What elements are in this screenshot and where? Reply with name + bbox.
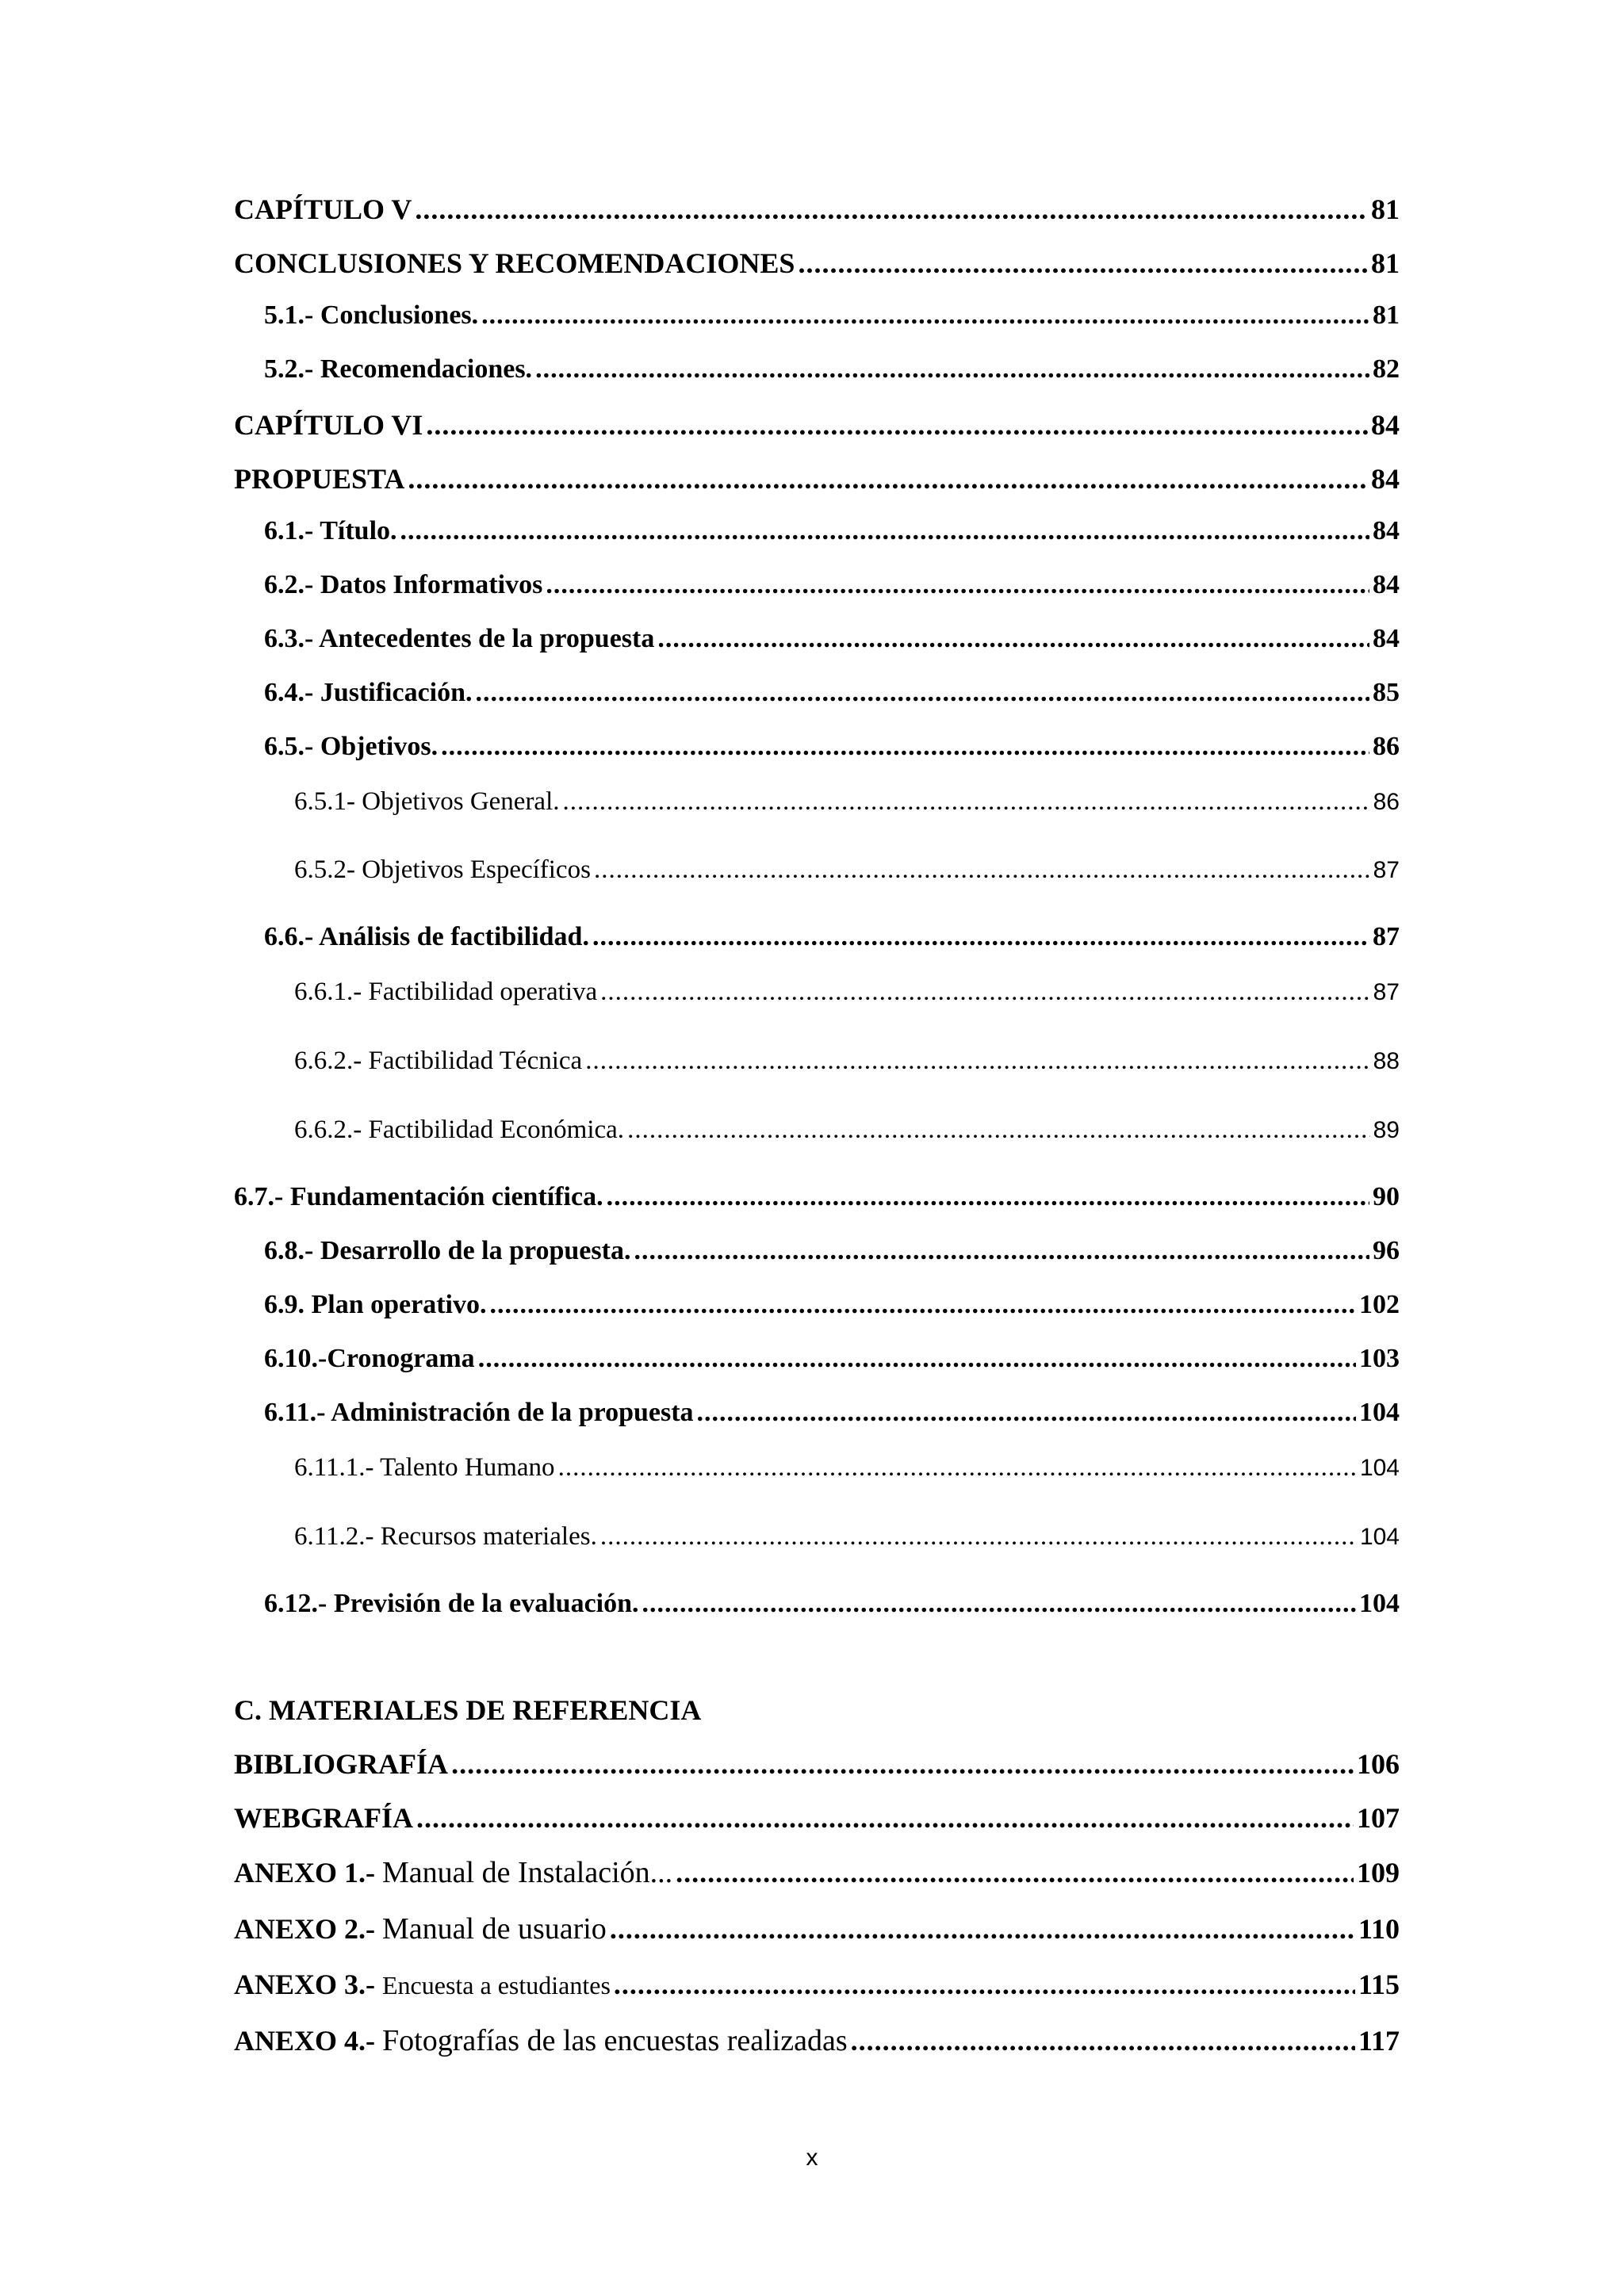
leader-dots: [851, 2024, 1355, 2057]
leader-dots: [798, 247, 1368, 280]
leader-dots: [546, 570, 1369, 600]
page-number: x: [806, 2145, 818, 2171]
toc-entry-title: 6.11.- Administración de la propuesta: [264, 1398, 694, 1427]
toc-page-number: 82: [1373, 354, 1400, 384]
toc-page-number: 84: [1373, 516, 1400, 545]
toc-entry-anexo-1[interactable]: [234, 1855, 1400, 1890]
toc-page-number: 81: [1373, 300, 1400, 330]
toc-page-number: 110: [1358, 1913, 1400, 1945]
toc-entry-title: 6.7.- Fundamentación científica.: [234, 1182, 603, 1211]
toc-entry-title: 6.6.2.- Factibilidad Técnica: [294, 1047, 583, 1075]
toc-page-number: 104: [1359, 1524, 1400, 1550]
toc-entry-title: 6.11.2.- Recursos materiales.: [294, 1522, 597, 1551]
toc-entry-title: Fotografías de las encuestas realizadas: [382, 2024, 848, 2057]
leader-dots: [594, 855, 1370, 885]
toc-entry-6-2[interactable]: [264, 570, 1400, 600]
toc-entry-6-6-1[interactable]: [294, 978, 1400, 1007]
toc-entry-6-9[interactable]: [264, 1290, 1400, 1320]
toc-entry-6-6-2-economica[interactable]: [294, 1115, 1400, 1145]
toc-entry-label: ANEXO 1.-: [234, 1857, 382, 1888]
leader-dots: [563, 787, 1370, 817]
toc-entry-6-4[interactable]: [264, 678, 1400, 708]
toc-entry-title: 6.4.- Justificación.: [264, 678, 473, 707]
toc-entry-webgrafia[interactable]: [234, 1801, 1400, 1835]
toc-page-number: 81: [1371, 247, 1400, 279]
toc-entry-6-8[interactable]: [264, 1236, 1400, 1266]
toc-entry-title: 6.5.- Objetivos.: [264, 732, 439, 761]
toc-entry-6-7[interactable]: [234, 1182, 1400, 1212]
toc-entry-anexo-3[interactable]: [234, 1968, 1400, 2001]
leader-dots: [676, 1856, 1354, 1889]
toc-entry-propuesta[interactable]: [234, 462, 1400, 496]
toc-page-number: 84: [1373, 624, 1400, 653]
toc-entry-title: 6.11.1.- Talento Humano: [294, 1453, 555, 1482]
toc-page-number: 87: [1373, 857, 1400, 883]
toc-entry-title: CAPÍTULO V: [234, 193, 412, 225]
toc-entry-title: 6.1.- Título.: [264, 516, 397, 545]
toc-page-number: 81: [1371, 193, 1400, 225]
leader-dots: [416, 1801, 1354, 1835]
leader-dots: [426, 408, 1368, 442]
toc-entry-6-5-1[interactable]: [294, 787, 1400, 817]
leader-dots: [535, 354, 1369, 385]
toc-entry-title: 6.8.- Desarrollo de la propuesta.: [264, 1236, 631, 1265]
toc-entry-bibliografia[interactable]: [234, 1747, 1400, 1781]
toc-page-number: 104: [1359, 1455, 1400, 1481]
toc-entry-capitulo-vi[interactable]: [234, 408, 1400, 442]
toc-page-number: 84: [1371, 409, 1400, 441]
toc-page-number: 86: [1373, 789, 1400, 815]
leader-dots: [634, 1236, 1369, 1266]
toc-entry-6-5[interactable]: [264, 732, 1400, 762]
leader-dots: [478, 1344, 1356, 1374]
toc-entry-5-2[interactable]: [264, 354, 1400, 385]
leader-dots: [408, 462, 1368, 496]
toc-entry-title: 6.6.- Análisis de factibilidad.: [264, 922, 589, 951]
toc-page-number: 90: [1373, 1182, 1400, 1211]
toc-entry-title: Manual de Instalación...: [382, 1856, 673, 1889]
toc-page-number: 117: [1358, 2025, 1400, 2057]
toc-entry-6-1[interactable]: [264, 516, 1400, 546]
toc-entry-6-11-1[interactable]: [294, 1453, 1400, 1483]
leader-dots: [657, 624, 1369, 654]
leader-dots: [610, 1912, 1355, 1946]
toc-entry-title: WEBGRAFÍA: [234, 1802, 414, 1834]
toc-page-number: 102: [1359, 1290, 1400, 1319]
leader-dots: [415, 193, 1368, 226]
toc-entry-title: 6.2.- Datos Informativos: [264, 570, 543, 599]
leader-dots: [627, 1115, 1370, 1145]
leader-dots: [441, 732, 1369, 762]
toc-entry-5-1[interactable]: [264, 300, 1400, 331]
toc-page-number: 87: [1373, 979, 1400, 1005]
leader-dots: [600, 978, 1369, 1007]
leader-dots: [600, 1522, 1357, 1552]
toc-entry-6-3[interactable]: [264, 624, 1400, 654]
toc-page-number: 104: [1359, 1398, 1400, 1427]
leader-dots: [592, 922, 1369, 952]
leader-dots: [607, 1182, 1369, 1212]
toc-entry-title: 6.5.2- Objetivos Específicos: [294, 855, 591, 884]
toc-entry-title: 6.9. Plan operativo.: [264, 1290, 487, 1319]
toc-page-number: 88: [1373, 1048, 1400, 1074]
toc-entry-title: 6.12.- Previsión de la evaluación.: [264, 1589, 639, 1618]
toc-entry-6-6[interactable]: [264, 922, 1400, 952]
toc-entry-title: PROPUESTA: [234, 463, 405, 495]
toc-entry-title: 6.5.1- Objetivos General.: [294, 787, 560, 816]
toc-page-number: 85: [1373, 678, 1400, 707]
toc-page-number: 87: [1373, 922, 1400, 951]
leader-dots: [697, 1398, 1356, 1428]
toc-page-number: 84: [1373, 570, 1400, 599]
toc-entry-title: 6.3.- Antecedentes de la propuesta: [264, 624, 655, 653]
leader-dots: [614, 1968, 1355, 2001]
toc-entry-label: ANEXO 3.-: [234, 1969, 382, 2000]
leader-dots: [451, 1747, 1354, 1781]
toc-page-number: 89: [1373, 1117, 1400, 1143]
toc-entry-6-5-2[interactable]: [294, 855, 1400, 885]
toc-page-number: 84: [1371, 463, 1400, 495]
toc-entry-title: 6.6.2.- Factibilidad Económica.: [294, 1115, 625, 1144]
toc-entry-title: Manual de usuario: [382, 1912, 607, 1946]
toc-page-number: 106: [1357, 1748, 1400, 1780]
leader-dots: [400, 516, 1369, 546]
toc-entry-title: BIBLIOGRAFÍA: [234, 1748, 449, 1780]
toc-entry-6-10[interactable]: [264, 1344, 1400, 1374]
section-heading-materiales-de-referencia: C. MATERIALES DE REFERENCIA: [234, 1694, 702, 1726]
toc-page-number: 115: [1358, 1969, 1400, 2000]
leader-dots: [585, 1047, 1369, 1076]
toc-entry-capitulo-v[interactable]: [234, 193, 1400, 226]
toc-entry-title: 5.1.- Conclusiones.: [264, 300, 479, 330]
leader-dots: [642, 1589, 1356, 1619]
leader-dots: [558, 1453, 1357, 1483]
toc-entry-anexo-2[interactable]: [234, 1911, 1400, 1946]
toc-entry-title: CAPÍTULO VI: [234, 409, 423, 441]
toc-entry-6-11[interactable]: [264, 1398, 1400, 1428]
toc-entry-anexo-4[interactable]: [234, 2023, 1400, 2058]
toc-entry-title: 6.10.-Cronograma: [264, 1344, 475, 1373]
toc-page-number: 103: [1359, 1344, 1400, 1373]
toc-entry-6-6-2-tecnica[interactable]: [294, 1047, 1400, 1076]
leader-dots: [476, 678, 1369, 708]
toc-entry-label: ANEXO 2.-: [234, 1913, 382, 1945]
toc-entry-label: ANEXO 4.-: [234, 2025, 382, 2057]
toc-page-number: 109: [1357, 1857, 1400, 1888]
leader-dots: [481, 300, 1369, 331]
toc-entry-6-11-2[interactable]: [294, 1522, 1400, 1552]
toc-entry-title: CONCLUSIONES Y RECOMENDACIONES: [234, 247, 795, 279]
toc-entry-6-12[interactable]: [264, 1589, 1400, 1619]
toc-page-number: 86: [1373, 732, 1400, 761]
toc-entry-title: Encuesta a estudiantes: [382, 1971, 611, 1999]
toc-page-number: 96: [1373, 1236, 1400, 1265]
toc-entry-title: 6.6.1.- Factibilidad operativa: [294, 978, 598, 1006]
toc-entry-title: 5.2.- Recomendaciones.: [264, 354, 533, 384]
toc-entry-conclusiones-y-recomendaciones[interactable]: [234, 247, 1400, 280]
toc-page-number: 104: [1359, 1589, 1400, 1618]
leader-dots: [489, 1290, 1356, 1320]
toc-page-number: 107: [1357, 1802, 1400, 1834]
